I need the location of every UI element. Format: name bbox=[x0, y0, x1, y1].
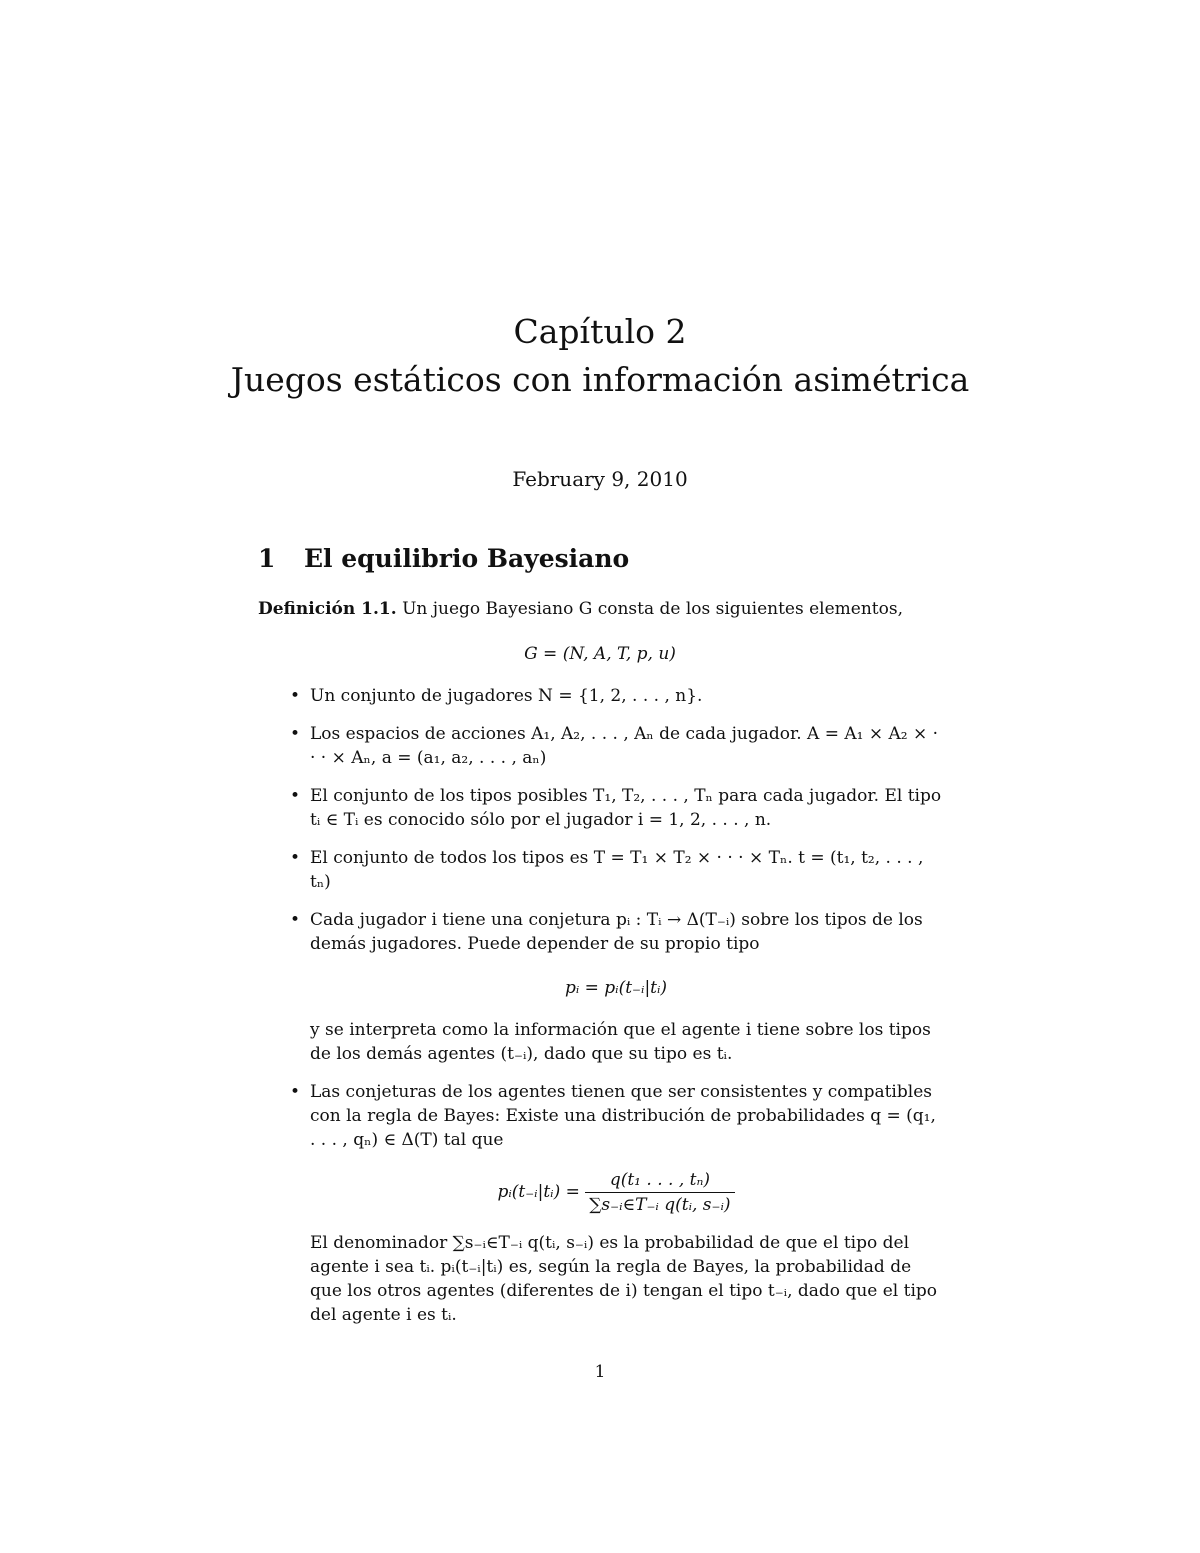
section-heading bbox=[258, 544, 629, 573]
bullet-icon: • bbox=[290, 686, 301, 706]
section-number: 1 bbox=[258, 544, 276, 573]
section-title: El equilibrio Bayesiano bbox=[304, 544, 630, 573]
list-item: • Los espacios de acciones A₁, A₂, . . . , Aₙ de cada jugador. A = A₁ × A₂ × · · · × Aₙ, a = (a₁, a₂, . . . , aₙ) bbox=[290, 724, 939, 768]
bullet-icon: • bbox=[290, 724, 301, 744]
bayes-denominator: ∑s₋ᵢ∈T₋ᵢ q(tᵢ, s₋ᵢ) bbox=[589, 1195, 731, 1215]
bullet-icon: • bbox=[290, 786, 301, 806]
equation-game: G = (N, A, T, p, u) bbox=[524, 644, 676, 664]
conjecture-explanation: y se interpreta como la información que el agente i tiene sobre los tipos de los demás agentes (t₋ᵢ), dado que su tipo es tᵢ. bbox=[310, 1020, 931, 1064]
bullet-icon: • bbox=[290, 1082, 301, 1102]
definition-label: Definición 1.1. bbox=[258, 599, 397, 619]
bayes-lhs: pᵢ(t₋ᵢ|tᵢ) = bbox=[497, 1182, 580, 1202]
list-item: • Un conjunto de jugadores N = {1, 2, . . . , n}. bbox=[290, 686, 703, 706]
chapter-heading: Capítulo 2 bbox=[513, 312, 687, 351]
equation-conjecture: pᵢ = pᵢ(t₋ᵢ|tᵢ) bbox=[564, 978, 668, 998]
chapter-title: Juegos estáticos con información asimétrica bbox=[230, 360, 970, 399]
denominator-explanation: El denominador ∑s₋ᵢ∈T₋ᵢ q(tᵢ, s₋ᵢ) es la probabilidad de que el tipo del agente i sea tᵢ. pᵢ(t₋ᵢ|tᵢ) es, según la regla de Bayes, la probabilidad de que los otros agentes (diferentes de i) tengan el tipo t₋ᵢ, dado que el tipo del agente i es tᵢ. bbox=[310, 1233, 938, 1325]
page-number: 1 bbox=[594, 1362, 606, 1382]
bayes-fraction bbox=[585, 1168, 734, 1217]
list-item: • El conjunto de los tipos posibles T₁, T₂, . . . , Tₙ para cada jugador. El tipo tᵢ ∈ Tᵢ es conocido sólo por el jugador i = 1, 2, . . . , n. bbox=[290, 786, 942, 830]
list-item: • El conjunto de todos los tipos es T = T₁ × T₂ × · · · × Tₙ. t = (t₁, t₂, . . . , tₙ) bbox=[290, 848, 924, 892]
equation-bayes bbox=[286, 1168, 946, 1217]
document-date: February 9, 2010 bbox=[512, 467, 688, 491]
element-list bbox=[286, 684, 946, 1327]
list-item: • Las conjeturas de los agentes tienen que ser consistentes y compatibles con la regla de Bayes: Existe una distribución de probabilidades q = (q₁, . . . , qₙ) ∈ Δ(T) tal que pᵢ(t₋ᵢ|tᵢ) = $\frac{\text{q(t₁ . . . , tₙ)}}{\text{∑s₋ᵢ∈T₋ᵢ q(tᵢ, s₋ᵢ)}}$ El denominador ∑s₋ᵢ∈T₋ᵢ q(tᵢ, s₋ᵢ) es la probabilidad de que el tipo del agente i sea tᵢ. pᵢ(t₋ᵢ|tᵢ) es, según la regla de Bayes, la probabilidad de que los otros agentes (diferentes de i) tengan el tipo t₋ᵢ, dado que el tipo del agente i es tᵢ. bbox=[286, 1080, 946, 1327]
definition bbox=[258, 597, 948, 621]
bullet-icon: • bbox=[290, 848, 301, 868]
definition-text: Un juego Bayesiano G consta de los siguientes elementos, bbox=[402, 599, 903, 619]
bullet-icon: • bbox=[290, 910, 301, 930]
list-item: • Cada jugador i tiene una conjetura pᵢ : Tᵢ → Δ(T₋ᵢ) sobre los tipos de los demás jugadores. Puede depender de su propio tipo pᵢ = pᵢ(t₋ᵢ|tᵢ) y se interpreta como la información que el agente i tiene sobre los tipos de los demás agentes (t₋ᵢ), dado que su tipo es tᵢ. bbox=[286, 908, 946, 1066]
bayes-numerator: q(t₁ . . . , tₙ) bbox=[585, 1168, 734, 1193]
